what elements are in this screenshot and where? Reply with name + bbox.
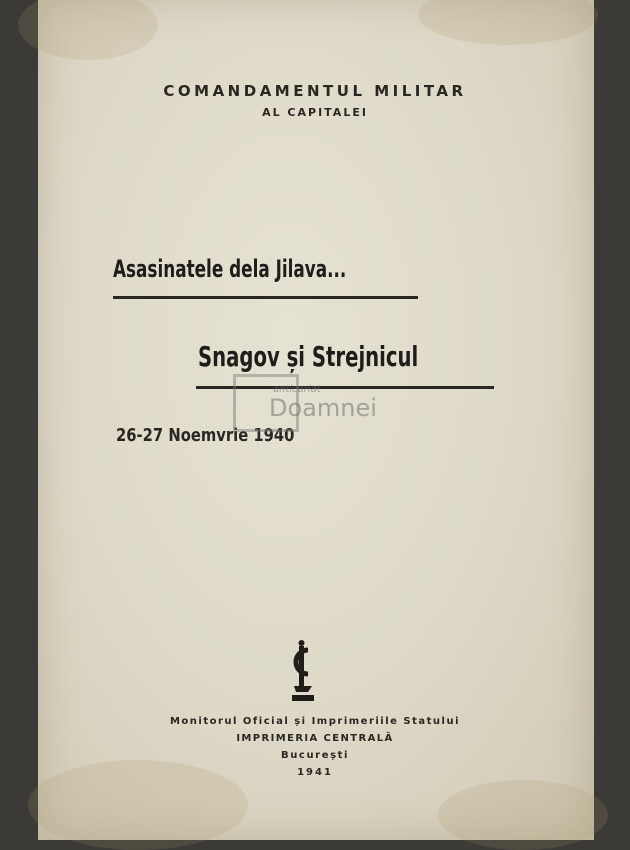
publication-city: București (280, 750, 350, 761)
watermark-main-text: Doamnei (269, 394, 377, 422)
watermark-small-text: anticariat (273, 384, 321, 395)
title-line-2: Snagov și Strejnicul (198, 340, 419, 373)
watermark (233, 374, 393, 434)
publisher-line-2: IMPRIMERIA CENTRALĂ (236, 733, 394, 744)
publication-year: 1941 (297, 767, 333, 778)
publisher-line-1: Monitorul Oficial și Imprimeriile Statului (169, 716, 461, 727)
paper-stain (18, 0, 158, 60)
publisher-monogram-icon (282, 640, 322, 704)
event-date: 26-27 Noemvrie 1940 (116, 425, 295, 446)
title-line-1: Asasinatele dela Jilava... (113, 255, 347, 283)
institution-line-1: COMANDAMENTUL MILITAR (163, 82, 467, 100)
title-underline-1 (113, 296, 418, 299)
institution-line-2: AL CAPITALEI (262, 106, 368, 119)
paper-stain (418, 0, 598, 45)
